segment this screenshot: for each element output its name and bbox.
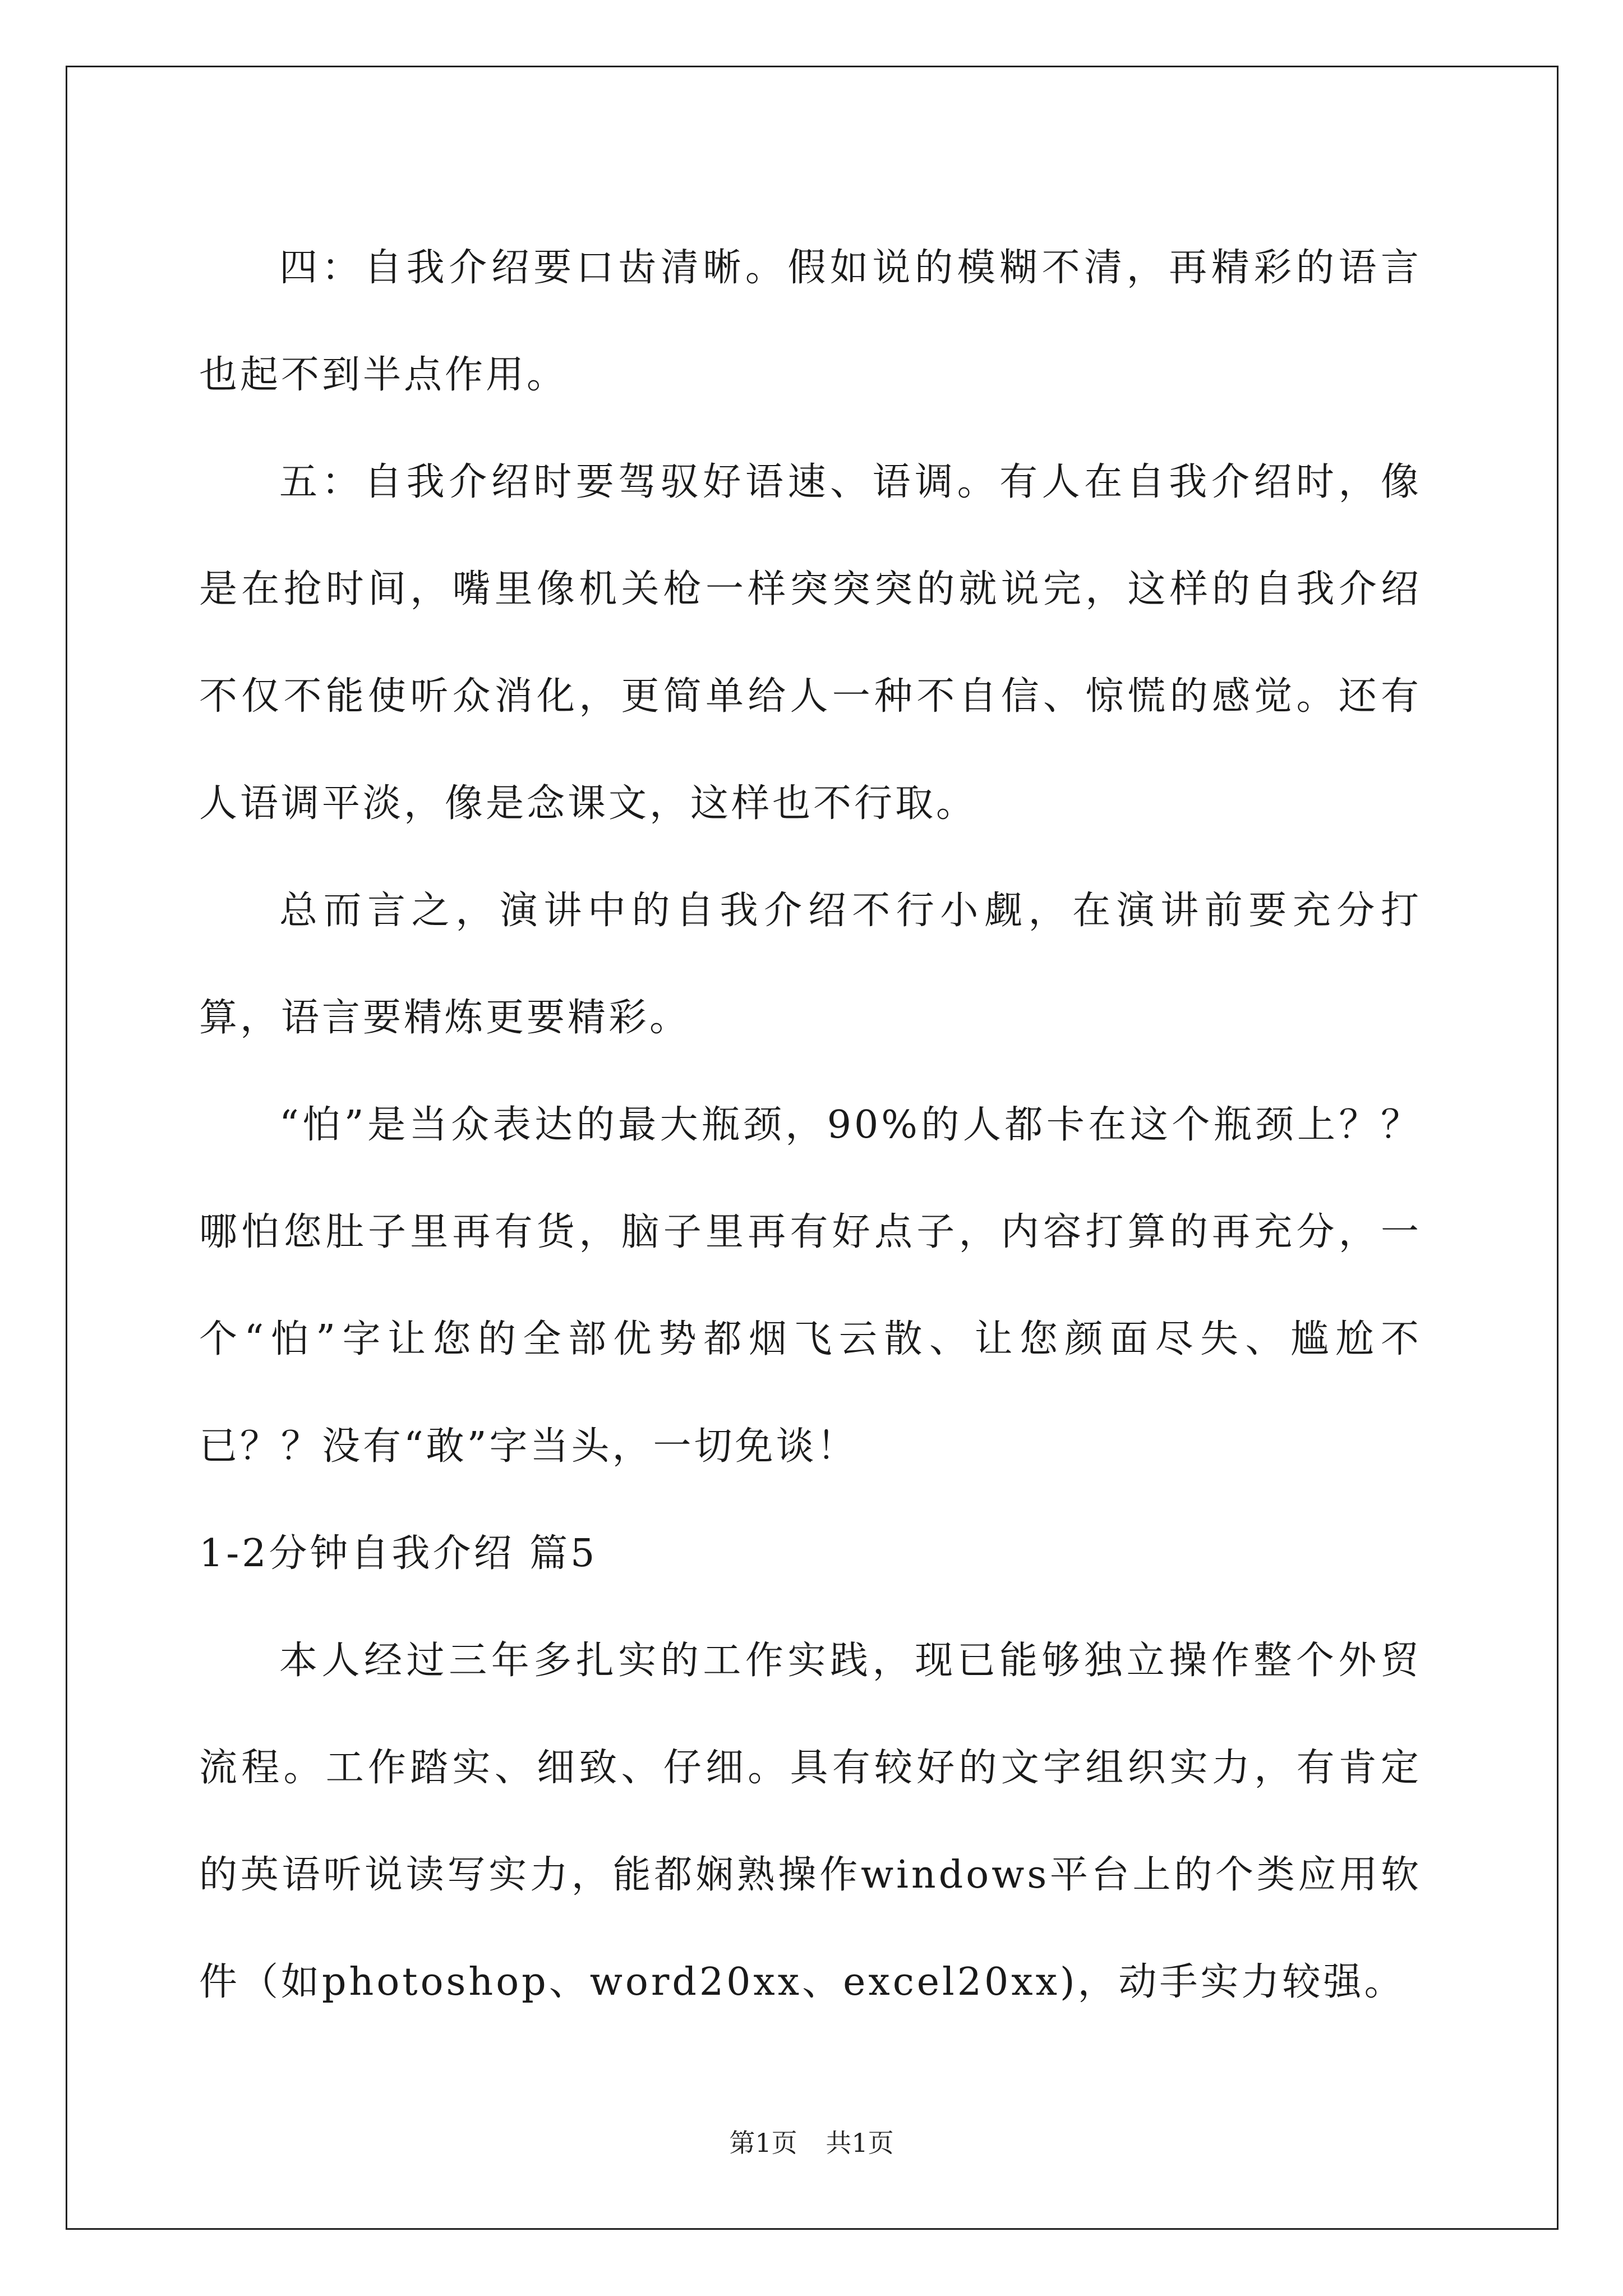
paragraph-fear: “怕”是当众表达的最大瓶颈，90%的人都卡在这个瓶颈上？？哪怕您肚子里再有货，脑子里再有好点子，内容打算的再充分，一个“怕”字让您的全部优势都烟飞云散、让您颜面尽失、尴尬不已？？没有“敢”字当头，一切免谈！ [199, 1103, 1422, 1469]
page-number: 第1页 [729, 2128, 797, 2158]
paragraph-5: 五：自我介绍时要驾驭好语速、语调。有人在自我介绍时，像是在抢时间，嘴里像机关枪一样突突突的就说完，这样的自我介绍不仅不能使听众消化，更简单给人一种不自信、惊慌的感觉。还有人语调平淡，像是念课文，这样也不行取。 [199, 460, 1422, 826]
page-footer [0, 2126, 1623, 2160]
page-total: 共1页 [826, 2128, 894, 2158]
section-heading: 1-2分钟自我介绍 篇5 [199, 1531, 598, 1576]
paragraph-summary: 总而言之，演讲中的自我介绍不行小觑，在演讲前要充分打算，语言要精炼更要精彩。 [199, 889, 1422, 1040]
paragraph-4: 四：自我介绍要口齿清晰。假如说的模糊不清，再精彩的语言也起不到半点作用。 [199, 246, 1422, 397]
paragraph-experience: 本人经过三年多扎实的工作实践，现已能够独立操作整个外贸流程。工作踏实、细致、仔细。具有较好的文字组织实力，有肯定的英语听说读写实力，能都娴熟操作windows平台上的个类应用软件（如photoshop、word20xx、excel20xx)，动手实力较强。 [199, 1639, 1422, 2004]
document-body [199, 214, 1422, 2036]
